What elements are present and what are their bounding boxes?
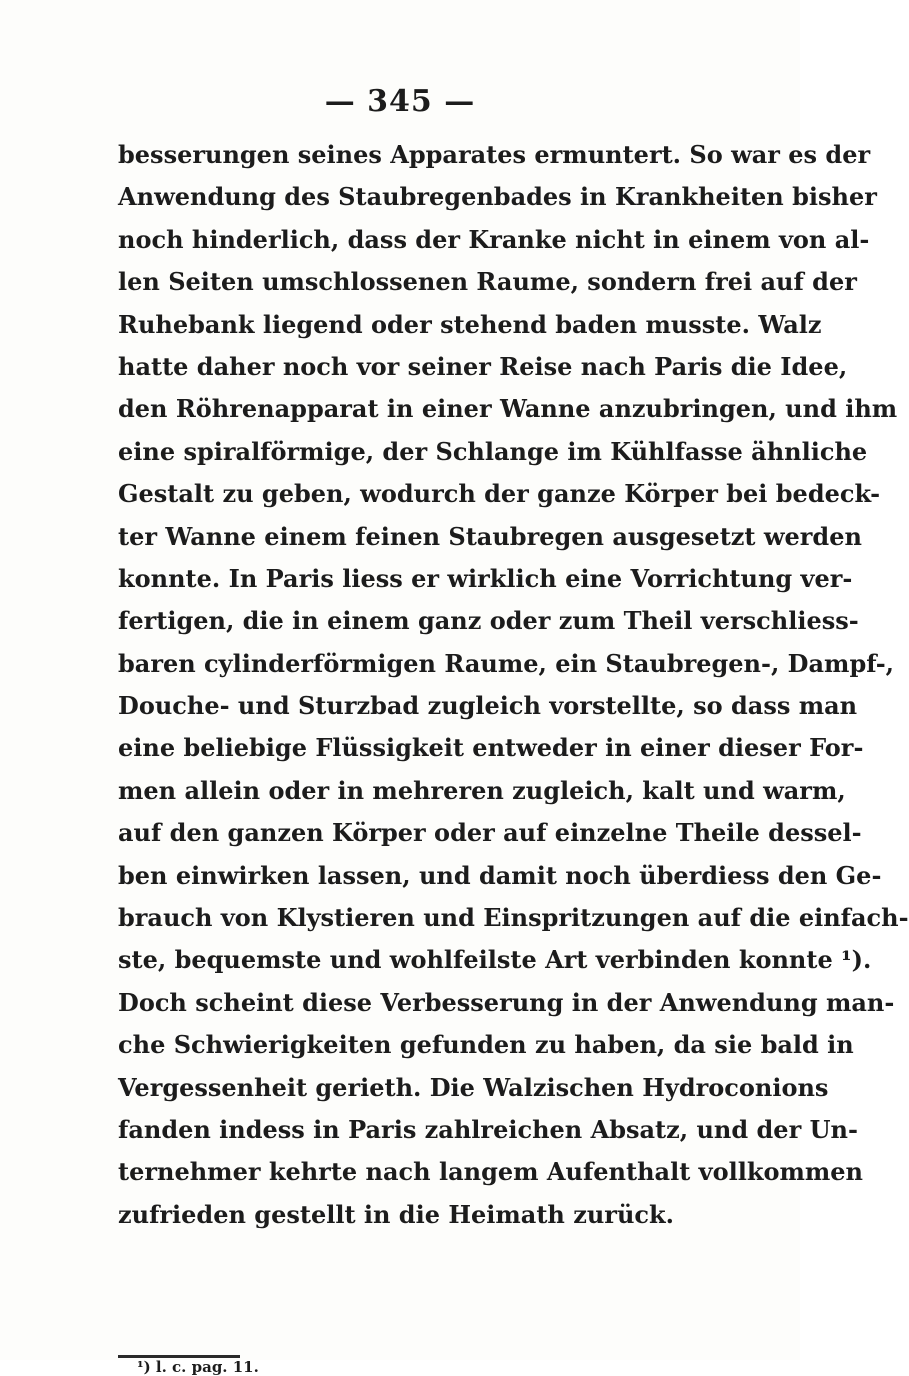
text-line: Ruhebank liegend oder stehend baden musste. Walz <box>118 309 822 339</box>
text-line: ter Wanne einem feinen Staubregen ausgesetzt werden <box>118 521 862 551</box>
text-line: den Röhrenapparat in einer Wanne anzubringen, und ihm <box>118 394 898 424</box>
body-text <box>118 134 909 1236</box>
footnote: ¹) l. c. pag. 11. <box>137 1358 259 1376</box>
text-line: Vergessenheit gerieth. Die Walzischen Hydroconions <box>118 1072 829 1102</box>
text-line: eine beliebige Flüssigkeit entweder in einer dieser For- <box>118 733 864 763</box>
text-line: konnte. In Paris liess er wirklich eine Vorrichtung ver- <box>118 563 853 593</box>
text-line: ternehmer kehrte nach langem Aufenthalt vollkommen <box>118 1157 863 1187</box>
text-line: hatte daher noch vor seiner Reise nach Paris die Idee, <box>118 351 848 381</box>
text-line: Doch scheint diese Verbesserung in der Anwendung man- <box>118 987 895 1017</box>
text-line: baren cylinderförmigen Raume, ein Staubregen-, Dampf-, <box>118 648 895 678</box>
text-line: brauch von Klystieren und Einspritzungen auf die einfach- <box>118 903 909 933</box>
text-line: len Seiten umschlossenen Raume, sondern frei auf der <box>118 267 857 297</box>
text-line: men allein oder in mehreren zugleich, kalt und warm, <box>118 775 846 805</box>
text-line: ste, bequemste und wohlfeilste Art verbinden konnte ¹). <box>118 945 872 975</box>
text-line: Anwendung des Staubregenbades in Krankheiten bisher <box>118 182 877 212</box>
text-line: fertigen, die in einem ganz oder zum Theil verschliess- <box>118 606 859 636</box>
text-line-last: zufrieden gestellt in die Heimath zurück. <box>118 1199 674 1229</box>
text-line: besserungen seines Apparates ermuntert. So war es der <box>118 140 871 169</box>
text-line: auf den ganzen Körper oder auf einzelne Theile dessel- <box>118 818 862 848</box>
text-line: eine spiralförmige, der Schlange im Kühlfasse ähnliche <box>118 436 868 466</box>
page-number: — 345 — <box>324 84 476 119</box>
text-line: Douche- und Sturzbad zugleich vorstellte, so dass man <box>118 691 858 721</box>
text-line: Gestalt zu geben, wodurch der ganze Körper bei bedeck- <box>118 479 881 509</box>
text-line: ben einwirken lassen, und damit noch überdiess den Ge- <box>118 860 882 890</box>
text-line: che Schwierigkeiten gefunden zu haben, da sie bald in <box>118 1030 854 1060</box>
text-line: fanden indess in Paris zahlreichen Absatz, und der Un- <box>118 1114 858 1144</box>
text-line: noch hinderlich, dass der Kranke nicht in einem von al- <box>118 224 870 254</box>
